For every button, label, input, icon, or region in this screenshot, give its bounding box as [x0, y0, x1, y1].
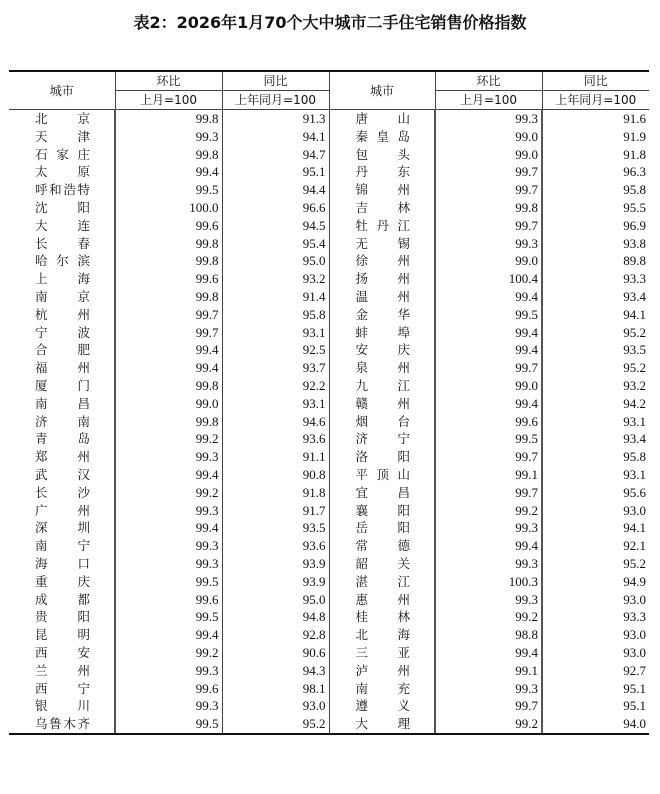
- left-city-cell: 宁波: [35, 324, 90, 340]
- left-mom-cell: 99.8: [115, 413, 222, 431]
- right-city-cell: 济宁: [329, 430, 435, 448]
- left-city-cell: 广州: [35, 502, 90, 518]
- left-city-cell: 呼和浩特: [35, 182, 90, 198]
- left-mom-cell: 99.5: [115, 715, 222, 734]
- right-yoy-cell: 93.3: [542, 270, 649, 288]
- right-yoy-cell: 93.0: [542, 591, 649, 609]
- left-city-cell: 大连: [35, 217, 90, 233]
- right-city-cell: 桂林: [329, 608, 435, 626]
- left-mom-cell: 99.3: [115, 537, 222, 555]
- right-mom-cell: 99.3: [435, 519, 542, 537]
- left-mom-cell: 99.3: [115, 502, 222, 520]
- price-index-table: [9, 70, 649, 735]
- left-mom-cell: 99.6: [115, 591, 222, 609]
- left-yoy-cell: 94.1: [222, 128, 329, 146]
- left-city-cell: 西宁: [35, 680, 90, 696]
- left-yoy-cell: 90.6: [222, 644, 329, 662]
- left-yoy-cell: 91.7: [222, 502, 329, 520]
- table-row: [9, 608, 649, 626]
- left-yoy-cell: 93.7: [222, 359, 329, 377]
- right-city-cell: 洛阳: [329, 448, 435, 466]
- left-yoy-cell: 98.1: [222, 680, 329, 698]
- right-mom-cell: 99.2: [435, 715, 542, 734]
- right-yoy-cell: 95.1: [542, 680, 649, 698]
- right-yoy-cell: 92.1: [542, 537, 649, 555]
- left-yoy-cell: 93.2: [222, 270, 329, 288]
- left-city-cell: 重庆: [35, 573, 90, 589]
- left-city-cell: 南京: [35, 288, 90, 304]
- right-city-cell: 泉州: [329, 359, 435, 377]
- table-row: [9, 626, 649, 644]
- table-row: [9, 591, 649, 609]
- header-mom-right: 环比: [435, 71, 542, 91]
- right-mom-cell: 99.7: [435, 217, 542, 235]
- right-city-cell: 秦皇岛: [329, 128, 435, 146]
- right-mom-cell: 99.3: [435, 591, 542, 609]
- right-city-cell: 徐州: [329, 252, 435, 270]
- left-city-cell: 南宁: [35, 538, 90, 554]
- table-body: [9, 110, 649, 734]
- table-row: [9, 270, 649, 288]
- right-yoy-cell: 95.8: [542, 181, 649, 199]
- table-row: [9, 573, 649, 591]
- right-city-cell: 赣州: [329, 395, 435, 413]
- left-mom-cell: 99.3: [115, 128, 222, 146]
- right-yoy-cell: 89.8: [542, 252, 649, 270]
- right-mom-cell: 99.7: [435, 359, 542, 377]
- left-city-cell: 海口: [35, 555, 90, 571]
- left-mom-cell: 99.8: [115, 288, 222, 306]
- table-row: [9, 324, 649, 342]
- right-city-cell: 湛江: [329, 573, 435, 591]
- right-mom-cell: 99.0: [435, 146, 542, 164]
- left-yoy-cell: 93.6: [222, 430, 329, 448]
- left-yoy-cell: 92.5: [222, 341, 329, 359]
- right-city-cell: 扬州: [329, 270, 435, 288]
- right-yoy-cell: 94.0: [542, 715, 649, 734]
- left-yoy-cell: 95.1: [222, 163, 329, 181]
- left-city-cell: 天津: [35, 128, 90, 144]
- left-mom-cell: 99.7: [115, 324, 222, 342]
- table-row: [9, 715, 649, 734]
- right-city-cell: 泸州: [329, 662, 435, 680]
- left-mom-cell: 99.2: [115, 484, 222, 502]
- left-city-cell: 郑州: [35, 449, 90, 465]
- left-mom-cell: 99.5: [115, 573, 222, 591]
- left-yoy-cell: 91.8: [222, 484, 329, 502]
- table-row: [9, 537, 649, 555]
- table-row: [9, 235, 649, 253]
- left-yoy-cell: 94.7: [222, 146, 329, 164]
- left-yoy-cell: 93.5: [222, 519, 329, 537]
- table-row: [9, 341, 649, 359]
- table-row: [9, 448, 649, 466]
- right-city-cell: 九江: [329, 377, 435, 395]
- table-row: [9, 519, 649, 537]
- left-city-cell: 哈尔滨: [35, 253, 90, 269]
- right-mom-cell: 99.7: [435, 181, 542, 199]
- table-row: [9, 377, 649, 395]
- table-row: [9, 199, 649, 217]
- right-yoy-cell: 95.2: [542, 555, 649, 573]
- right-mom-cell: 99.3: [435, 680, 542, 698]
- left-city-cell: 青岛: [35, 431, 90, 447]
- table-row: [9, 502, 649, 520]
- left-mom-cell: 99.3: [115, 697, 222, 715]
- right-yoy-cell: 93.3: [542, 608, 649, 626]
- left-yoy-cell: 91.4: [222, 288, 329, 306]
- right-yoy-cell: 93.0: [542, 626, 649, 644]
- right-yoy-cell: 92.7: [542, 662, 649, 680]
- left-city-cell: 乌鲁木齐: [9, 715, 115, 734]
- left-mom-cell: 99.4: [115, 359, 222, 377]
- left-mom-cell: 99.4: [115, 163, 222, 181]
- left-mom-cell: 99.6: [115, 270, 222, 288]
- left-mom-cell: 99.4: [115, 466, 222, 484]
- table-row: [9, 413, 649, 431]
- right-mom-cell: 99.4: [435, 324, 542, 342]
- left-city-cell: 贵阳: [35, 609, 90, 625]
- right-yoy-cell: 93.2: [542, 377, 649, 395]
- right-mom-cell: 99.0: [435, 377, 542, 395]
- right-city-cell: 南充: [329, 680, 435, 698]
- right-city-cell: 襄阳: [329, 502, 435, 520]
- right-city-cell: 温州: [329, 288, 435, 306]
- right-mom-cell: 99.6: [435, 413, 542, 431]
- right-city-cell: 包头: [329, 146, 435, 164]
- right-yoy-cell: 95.2: [542, 359, 649, 377]
- right-yoy-cell: 95.1: [542, 697, 649, 715]
- left-mom-cell: 99.6: [115, 680, 222, 698]
- left-city-cell: 北京: [35, 111, 90, 126]
- table-row: [9, 466, 649, 484]
- right-mom-cell: 99.5: [435, 430, 542, 448]
- table-row: [9, 288, 649, 306]
- right-mom-cell: 99.4: [435, 341, 542, 359]
- left-city-cell: 杭州: [35, 306, 90, 322]
- table-row: [9, 163, 649, 181]
- left-city-cell: 兰州: [35, 662, 90, 678]
- left-city-cell: 石家庄: [35, 146, 90, 162]
- left-city-cell: 厦门: [35, 377, 90, 393]
- left-yoy-cell: 94.6: [222, 413, 329, 431]
- header-yoy-base-left: 上年同月=100: [222, 91, 329, 110]
- table-row: [9, 555, 649, 573]
- table-title: 表2：2026年1月70个大中城市二手住宅销售价格指数: [133, 13, 527, 32]
- left-mom-cell: 99.3: [115, 662, 222, 680]
- right-yoy-cell: 96.3: [542, 163, 649, 181]
- left-yoy-cell: 95.2: [222, 715, 329, 734]
- right-city-cell: 锦州: [329, 181, 435, 199]
- right-city-cell: 丹东: [329, 163, 435, 181]
- right-mom-cell: 99.7: [435, 484, 542, 502]
- left-yoy-cell: 96.6: [222, 199, 329, 217]
- left-city-cell: 济南: [35, 413, 90, 429]
- right-mom-cell: 99.4: [435, 537, 542, 555]
- left-city-cell: 南昌: [35, 395, 90, 411]
- left-mom-cell: 99.7: [115, 306, 222, 324]
- left-city-cell: 合肥: [35, 342, 90, 358]
- left-city-cell: 长春: [35, 235, 90, 251]
- right-mom-cell: 98.8: [435, 626, 542, 644]
- header-yoy-right: 同比: [542, 71, 649, 91]
- right-city-cell: 惠州: [329, 591, 435, 609]
- left-city-cell: 沈阳: [35, 199, 90, 215]
- right-yoy-cell: 94.1: [542, 306, 649, 324]
- right-mom-cell: 99.1: [435, 466, 542, 484]
- left-mom-cell: 99.6: [115, 217, 222, 235]
- header-yoy-left: 同比: [222, 71, 329, 91]
- right-yoy-cell: 95.5: [542, 199, 649, 217]
- right-city-cell: 大理: [329, 715, 435, 734]
- left-mom-cell: 99.2: [115, 430, 222, 448]
- right-city-cell: 无锡: [329, 235, 435, 253]
- right-yoy-cell: 95.2: [542, 324, 649, 342]
- table-row: [9, 662, 649, 680]
- right-yoy-cell: 95.6: [542, 484, 649, 502]
- left-yoy-cell: 93.1: [222, 395, 329, 413]
- right-yoy-cell: 95.8: [542, 448, 649, 466]
- right-yoy-cell: 96.9: [542, 217, 649, 235]
- table-row: [9, 395, 649, 413]
- left-mom-cell: 99.0: [115, 395, 222, 413]
- table-row: [9, 644, 649, 662]
- left-mom-cell: 100.0: [115, 199, 222, 217]
- right-mom-cell: 99.3: [435, 235, 542, 253]
- left-yoy-cell: 95.4: [222, 235, 329, 253]
- left-yoy-cell: 90.8: [222, 466, 329, 484]
- table-row: [9, 430, 649, 448]
- right-city-cell: 北海: [329, 626, 435, 644]
- header-mom-base-right: 上月=100: [435, 91, 542, 110]
- right-mom-cell: 99.4: [435, 288, 542, 306]
- right-yoy-cell: 93.8: [542, 235, 649, 253]
- left-yoy-cell: 93.9: [222, 555, 329, 573]
- right-city-cell: 宜昌: [329, 484, 435, 502]
- right-city-cell: 平顶山: [329, 466, 435, 484]
- left-mom-cell: 99.5: [115, 181, 222, 199]
- right-city-cell: 遵义: [329, 697, 435, 715]
- right-yoy-cell: 91.9: [542, 128, 649, 146]
- left-yoy-cell: 94.3: [222, 662, 329, 680]
- right-yoy-cell: 94.1: [542, 519, 649, 537]
- table-row: [9, 680, 649, 698]
- right-mom-cell: 99.3: [435, 555, 542, 573]
- left-city-cell: 深圳: [35, 520, 90, 536]
- right-yoy-cell: 93.5: [542, 341, 649, 359]
- right-city-cell: 牡丹江: [329, 217, 435, 235]
- header-mom-base-left: 上月=100: [115, 91, 222, 110]
- left-yoy-cell: 91.1: [222, 448, 329, 466]
- right-city-cell: 常德: [329, 537, 435, 555]
- right-mom-cell: 99.2: [435, 608, 542, 626]
- left-yoy-cell: 94.8: [222, 608, 329, 626]
- header-row-1: [9, 71, 649, 91]
- header-city-left: 城市: [9, 71, 115, 110]
- header-yoy-base-right: 上年同月=100: [542, 91, 649, 110]
- left-yoy-cell: 94.4: [222, 181, 329, 199]
- table-row: [9, 697, 649, 715]
- left-city-cell: 成都: [35, 591, 90, 607]
- left-mom-cell: 99.4: [115, 341, 222, 359]
- right-city-cell: 烟台: [329, 413, 435, 431]
- right-mom-cell: 99.0: [435, 128, 542, 146]
- left-city-cell: 福州: [35, 360, 90, 376]
- left-mom-cell: 99.3: [115, 555, 222, 573]
- right-city-cell: 唐山: [329, 110, 435, 128]
- right-mom-cell: 99.7: [435, 697, 542, 715]
- left-mom-cell: 99.8: [115, 235, 222, 253]
- left-mom-cell: 99.3: [115, 448, 222, 466]
- right-yoy-cell: 94.2: [542, 395, 649, 413]
- left-city-cell: 武汉: [35, 466, 90, 482]
- right-yoy-cell: 93.0: [542, 644, 649, 662]
- left-city-cell: 银川: [35, 698, 90, 714]
- right-mom-cell: 100.3: [435, 573, 542, 591]
- right-mom-cell: 99.0: [435, 252, 542, 270]
- left-yoy-cell: 95.8: [222, 306, 329, 324]
- right-mom-cell: 100.4: [435, 270, 542, 288]
- right-city-cell: 蚌埠: [329, 324, 435, 342]
- left-yoy-cell: 93.0: [222, 697, 329, 715]
- right-yoy-cell: 93.4: [542, 430, 649, 448]
- left-mom-cell: 99.8: [115, 146, 222, 164]
- right-city-cell: 吉林: [329, 199, 435, 217]
- right-mom-cell: 99.1: [435, 662, 542, 680]
- right-mom-cell: 99.8: [435, 199, 542, 217]
- left-city-cell: 长沙: [35, 484, 90, 500]
- left-mom-cell: 99.8: [115, 110, 222, 128]
- right-yoy-cell: 93.4: [542, 288, 649, 306]
- table-row: [9, 110, 649, 128]
- right-yoy-cell: 91.8: [542, 146, 649, 164]
- left-city-cell: 昆明: [35, 627, 90, 643]
- right-yoy-cell: 93.1: [542, 466, 649, 484]
- right-city-cell: 安庆: [329, 341, 435, 359]
- right-city-cell: 岳阳: [329, 519, 435, 537]
- right-city-cell: 三亚: [329, 644, 435, 662]
- table-row: [9, 128, 649, 146]
- left-mom-cell: 99.8: [115, 377, 222, 395]
- left-mom-cell: 99.2: [115, 644, 222, 662]
- right-mom-cell: 99.5: [435, 306, 542, 324]
- left-mom-cell: 99.4: [115, 626, 222, 644]
- left-yoy-cell: 93.9: [222, 573, 329, 591]
- right-city-cell: 金华: [329, 306, 435, 324]
- table-row: [9, 217, 649, 235]
- right-mom-cell: 99.2: [435, 502, 542, 520]
- right-city-cell: 韶关: [329, 555, 435, 573]
- table-row: [9, 146, 649, 164]
- table-row: [9, 252, 649, 270]
- header-city-right: 城市: [329, 71, 435, 110]
- right-mom-cell: 99.7: [435, 163, 542, 181]
- left-yoy-cell: 91.3: [222, 110, 329, 128]
- left-mom-cell: 99.5: [115, 608, 222, 626]
- right-yoy-cell: 93.1: [542, 413, 649, 431]
- right-mom-cell: 99.4: [435, 644, 542, 662]
- left-mom-cell: 99.8: [115, 252, 222, 270]
- table-row: [9, 306, 649, 324]
- left-yoy-cell: 94.5: [222, 217, 329, 235]
- left-city-cell: 太原: [35, 164, 90, 180]
- table-row: [9, 181, 649, 199]
- left-yoy-cell: 92.2: [222, 377, 329, 395]
- left-yoy-cell: 95.0: [222, 252, 329, 270]
- right-mom-cell: 99.3: [435, 110, 542, 128]
- left-yoy-cell: 93.1: [222, 324, 329, 342]
- table-row: [9, 359, 649, 377]
- left-city-cell: 上海: [35, 271, 90, 287]
- left-mom-cell: 99.4: [115, 519, 222, 537]
- right-mom-cell: 99.7: [435, 448, 542, 466]
- right-yoy-cell: 93.0: [542, 502, 649, 520]
- left-yoy-cell: 93.6: [222, 537, 329, 555]
- left-yoy-cell: 92.8: [222, 626, 329, 644]
- left-yoy-cell: 95.0: [222, 591, 329, 609]
- right-yoy-cell: 94.9: [542, 573, 649, 591]
- right-mom-cell: 99.4: [435, 395, 542, 413]
- table-row: [9, 484, 649, 502]
- header-mom-left: 环比: [115, 71, 222, 91]
- right-yoy-cell: 91.6: [542, 110, 649, 128]
- left-city-cell: 西安: [35, 644, 90, 660]
